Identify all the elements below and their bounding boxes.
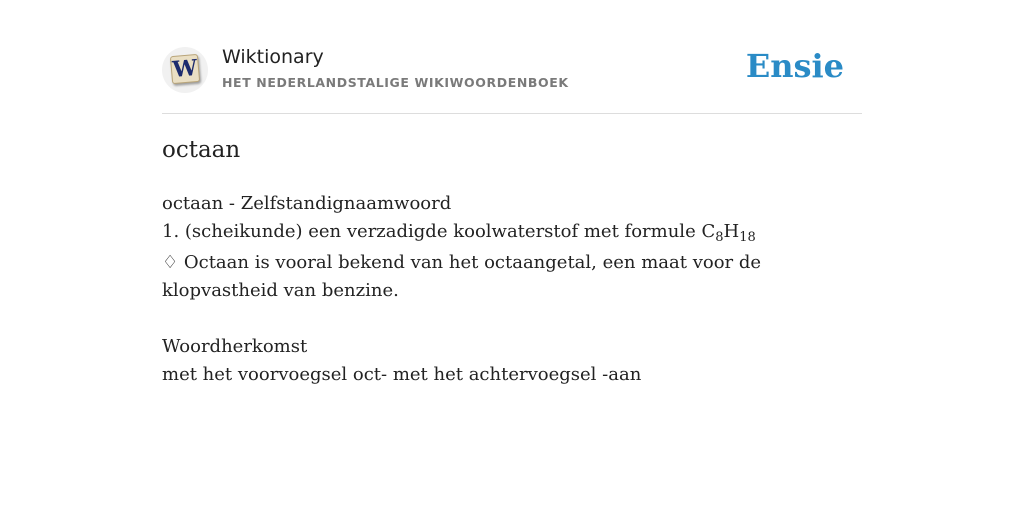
wiktionary-tile-icon: W [171, 54, 199, 84]
site-logo[interactable] [162, 47, 208, 93]
ensie-brand-link[interactable]: Ensie [745, 47, 844, 85]
definition [162, 218, 862, 246]
etymology-text: met het voorvoegsel oct- met het achtervoegsel -aan [162, 364, 642, 385]
usage-note: ♢ Octaan is vooral bekend van het octaangetal, een maat voor de klopvastheid van benzine. [162, 252, 762, 301]
site-header [162, 0, 862, 114]
etymology-heading: Woordherkomst [162, 336, 308, 357]
site-name[interactable]: Wiktionary [222, 46, 324, 68]
spacer [162, 305, 862, 333]
site-tagline: HET NEDERLANDSTALIGE WIKIWOORDENBOEK [222, 75, 569, 90]
formula-element-hydrogen: H [723, 221, 740, 242]
entry-title: octaan [162, 137, 241, 163]
word-type: octaan - Zelfstandignaamwoord [162, 193, 452, 214]
page-container [162, 0, 862, 385]
formula-subscript-carbon: 8 [715, 230, 724, 245]
formula-subscript-hydrogen: 18 [739, 230, 756, 245]
entry-body [162, 190, 862, 389]
definition-text: 1. (scheikunde) een verzadigde koolwaterstof met formule C [162, 221, 716, 242]
